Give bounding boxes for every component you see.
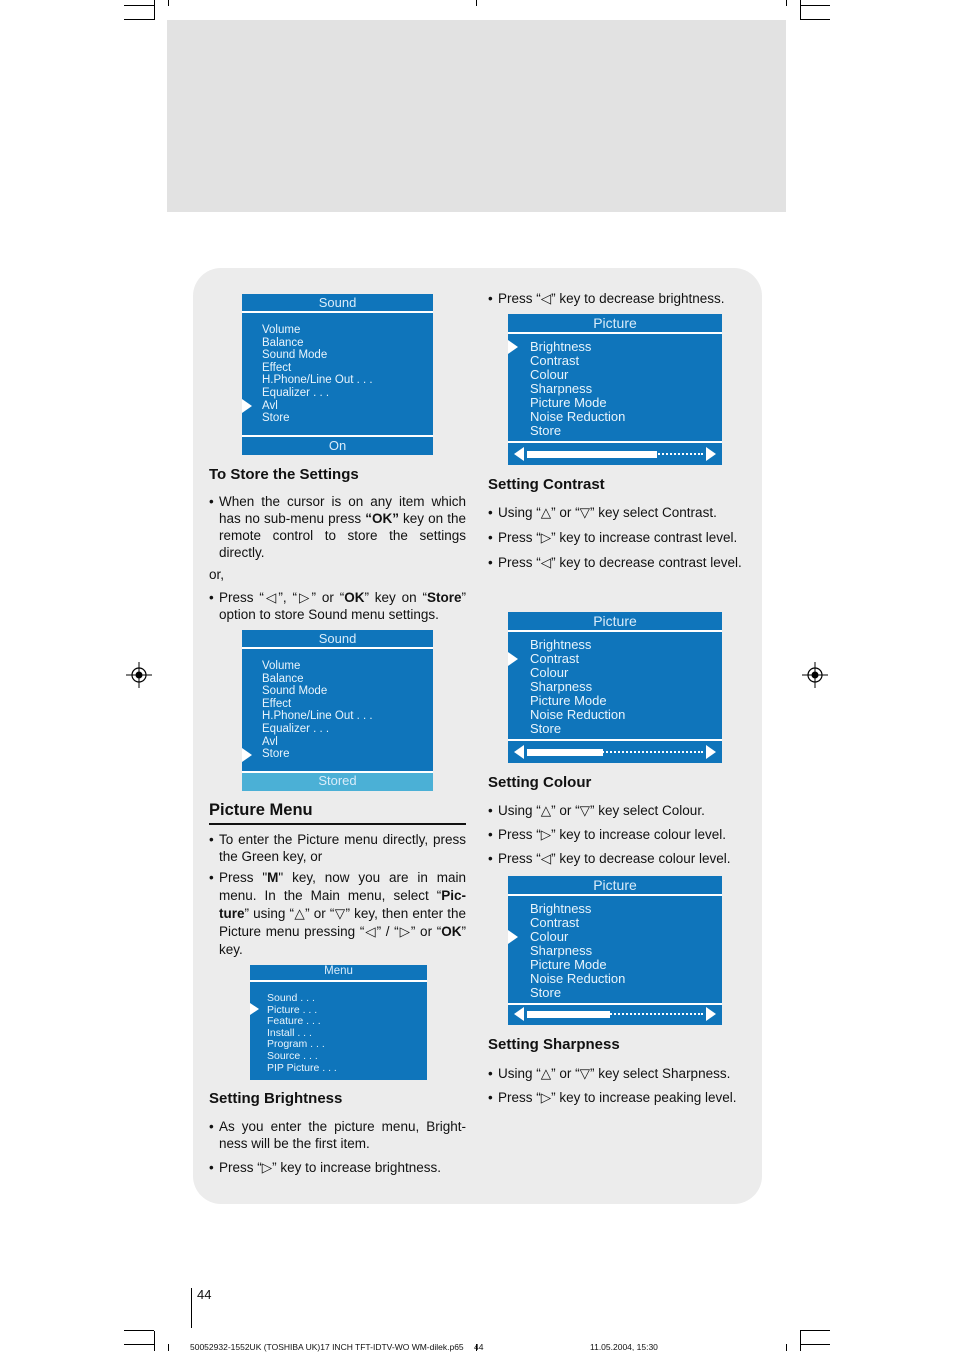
crop-mark [786, 1344, 787, 1351]
menu-item: Store [530, 721, 562, 736]
registration-mark-icon [802, 662, 828, 688]
crop-mark [800, 5, 830, 6]
bullet: • Press “◁” key to decrease brightness. [488, 290, 742, 307]
section-heading: Setting Colour [488, 774, 592, 791]
menu-item: Colour [530, 665, 569, 680]
menu-title: Picture [593, 613, 637, 629]
menu-item: Avl [262, 399, 278, 412]
crop-mark [124, 1330, 154, 1331]
divider [508, 441, 722, 443]
menu-item: Equalizer . . . [262, 722, 330, 735]
menu-item: H.Phone/Line Out . . . [262, 374, 373, 387]
menu-item: Store [530, 423, 562, 438]
menu-item: Brightness [530, 901, 592, 916]
cursor-arrow-icon [508, 340, 518, 354]
divider [250, 980, 427, 982]
crop-mark [800, 19, 830, 20]
menu-item: Store [262, 412, 290, 425]
slider-fill [527, 749, 603, 756]
divider [508, 630, 722, 632]
menu-item: Store [262, 748, 290, 761]
slider-left-arrow-icon [514, 447, 524, 461]
text: key on the remote control to store the settings directly. [219, 511, 466, 560]
menu-item: Contrast [530, 915, 580, 930]
section-heading: Setting Brightness [209, 1090, 343, 1107]
slider-right-arrow-icon [706, 745, 716, 759]
menu-item: Store [530, 985, 562, 1000]
slider-left-arrow-icon [514, 1007, 524, 1021]
menu-item: Picture Mode [530, 693, 607, 708]
cursor-arrow-icon [242, 748, 252, 762]
menu-item: Colour [530, 929, 569, 944]
bullet: • To enter the Picture menu directly, press the Green key, or [209, 831, 466, 865]
menu-title: Picture [593, 877, 637, 893]
menu-item: Volume [262, 324, 301, 336]
text: ” using “△” or “▽” key, then enter the Picture menu pressing “◁” / “▷” or “ [219, 905, 466, 939]
menu-item: Source . . . [267, 1049, 318, 1062]
crop-mark [800, 1330, 830, 1331]
bullet [209, 869, 466, 959]
cursor-arrow-icon [508, 652, 518, 666]
key-name: M [267, 869, 279, 885]
menu-item: Sharpness [530, 381, 593, 396]
menu-item: Noise Reduction [530, 409, 626, 424]
menu-item: Avl [262, 735, 278, 748]
section-heading: Setting Sharpness [488, 1036, 620, 1053]
key-name: Pic-ture [219, 887, 466, 921]
menu-item: Sharpness [530, 943, 593, 958]
slider-right-arrow-icon [706, 447, 716, 461]
divider [242, 647, 433, 649]
bullet: • Press “◁” key to decrease colour level. [488, 850, 742, 867]
menu-item: Feature . . . [267, 1015, 321, 1028]
sound-menu-stored-screenshot [242, 630, 433, 791]
main-menu-screenshot [250, 965, 427, 1080]
footer-filename: 50052932-1552UK (TOSHIBA UK)17 INCH TFT-IDTV-WO WM-dilek.p65 [190, 1342, 464, 1352]
bullet: • Using “△” or “▽” key select Colour. [488, 802, 742, 819]
crop-mark [168, 1344, 169, 1351]
menu-item: Effect [262, 361, 292, 374]
menu-item: Noise Reduction [530, 971, 626, 986]
picture-menu-colour-screenshot [508, 876, 722, 1025]
bullet: • Using “△” or “▽” key select Contrast. [488, 504, 742, 521]
menu-item: Brightness [530, 339, 592, 354]
crop-mark [124, 1344, 154, 1345]
crop-mark [168, 0, 169, 6]
menu-item: Contrast [530, 651, 580, 666]
picture-menu-brightness-screenshot [508, 314, 722, 465]
menu-title: Sound [318, 631, 357, 646]
divider [508, 894, 722, 896]
slider-right-arrow-icon [706, 1007, 716, 1021]
picture-menu-section [209, 802, 466, 959]
crop-mark [786, 0, 787, 6]
menu-item: Effect [262, 697, 292, 710]
key-name: Store [426, 590, 462, 605]
bullet [209, 589, 466, 623]
store-section [209, 466, 466, 623]
menu-item: Volume [262, 660, 301, 672]
text: ” key. [219, 923, 466, 957]
menu-items [530, 902, 625, 1000]
menu-item: Equalizer . . . [262, 386, 330, 399]
text: ” key on “ [364, 590, 427, 605]
bullet: • Press “◁” key to decrease contrast level. [488, 554, 742, 571]
cursor-arrow-icon [508, 930, 518, 944]
key-name: “OK” [365, 511, 399, 526]
crop-mark [124, 19, 154, 20]
divider [508, 739, 722, 741]
menu-items [262, 324, 373, 425]
brightness-section-continued [488, 290, 742, 307]
key-name: OK [344, 590, 365, 605]
slider-left-arrow-icon [514, 745, 524, 759]
page-number-rule [191, 1288, 192, 1328]
crop-mark [154, 0, 155, 20]
crop-mark [154, 1331, 155, 1351]
text: " key, now you are in main menu. In the Main menu, select “ [219, 869, 466, 903]
menu-item: Contrast [530, 353, 580, 368]
heading-rule [209, 823, 466, 825]
bullet: • Press “▷” key to increase contrast level. [488, 529, 742, 546]
section-heading: Picture Menu [209, 801, 313, 819]
slider-fill [527, 1011, 610, 1018]
menu-item: Picture Mode [530, 957, 607, 972]
menu-title: Menu [324, 965, 353, 977]
slider-fill [527, 451, 657, 458]
bullet: • Press “▷” key to increase brightness. [209, 1159, 466, 1176]
divider [242, 435, 433, 437]
divider [242, 311, 433, 313]
menu-item: Balance [262, 336, 304, 349]
menu-items [530, 340, 625, 438]
contrast-section [488, 476, 742, 571]
crop-mark [800, 1344, 830, 1345]
colour-section [488, 774, 742, 867]
menu-item: Balance [262, 672, 304, 685]
menu-item: Noise Reduction [530, 707, 626, 722]
sound-menu-screenshot [242, 294, 433, 455]
menu-item: PIP Picture . . . [267, 1061, 337, 1074]
menu-items [530, 638, 625, 736]
picture-menu-contrast-screenshot [508, 612, 722, 763]
cursor-arrow-icon [250, 1003, 259, 1015]
bullet [209, 493, 466, 561]
sharpness-section [488, 1036, 742, 1106]
crop-mark [800, 1331, 801, 1351]
footer-date: 11.05.2004, 15:30 [590, 1342, 658, 1352]
menu-item: Picture . . . [267, 1003, 318, 1016]
bullet: • Press “▷” key to increase peaking level. [488, 1089, 742, 1106]
menu-item: Install . . . [267, 1026, 312, 1039]
menu-item: Sound . . . [267, 992, 315, 1004]
menu-item: Brightness [530, 637, 592, 652]
text: Press " [219, 869, 268, 885]
text: or, [209, 567, 225, 582]
menu-item: H.Phone/Line Out . . . [262, 710, 373, 723]
bullet: • Using “△” or “▽” key select Sharpness. [488, 1065, 742, 1082]
text: When the cursor is on any item which has no sub-menu press [219, 494, 466, 526]
header-band [167, 20, 786, 212]
crop-mark [124, 5, 154, 6]
menu-item: Colour [530, 367, 569, 382]
cursor-arrow-icon [242, 399, 252, 413]
key-name: OK [441, 923, 462, 939]
text: ” option to store Sound menu settings. [219, 590, 466, 622]
colour-slider [508, 1004, 722, 1025]
section-heading: To Store the Settings [209, 466, 359, 483]
menu-item: Sound Mode [262, 685, 328, 698]
crop-mark [476, 0, 477, 6]
menu-title: Picture [593, 315, 637, 331]
menu-status: Stored [242, 773, 433, 791]
footer-page: 44 [474, 1342, 484, 1352]
text: Press “◁”, “▷” or “ [219, 590, 345, 605]
brightness-section [209, 1090, 466, 1176]
menu-items [262, 660, 373, 761]
page-number: 44 [197, 1287, 212, 1302]
menu-item: Picture Mode [530, 395, 607, 410]
bullet: • Press “▷” key to increase colour level. [488, 826, 742, 843]
menu-items [267, 993, 337, 1074]
section-heading: Setting Contrast [488, 476, 605, 493]
crop-mark [800, 0, 801, 20]
divider [508, 332, 722, 334]
brightness-slider [508, 444, 722, 465]
registration-mark-icon [126, 662, 152, 688]
menu-status: On [328, 438, 347, 453]
menu-title: Sound [318, 295, 357, 310]
contrast-slider [508, 742, 722, 763]
bullet: • As you enter the picture menu, Bright-ness will be the first item. [209, 1118, 466, 1152]
menu-item: Program . . . [267, 1038, 325, 1051]
menu-item: Sound Mode [262, 349, 328, 362]
menu-item: Sharpness [530, 679, 593, 694]
